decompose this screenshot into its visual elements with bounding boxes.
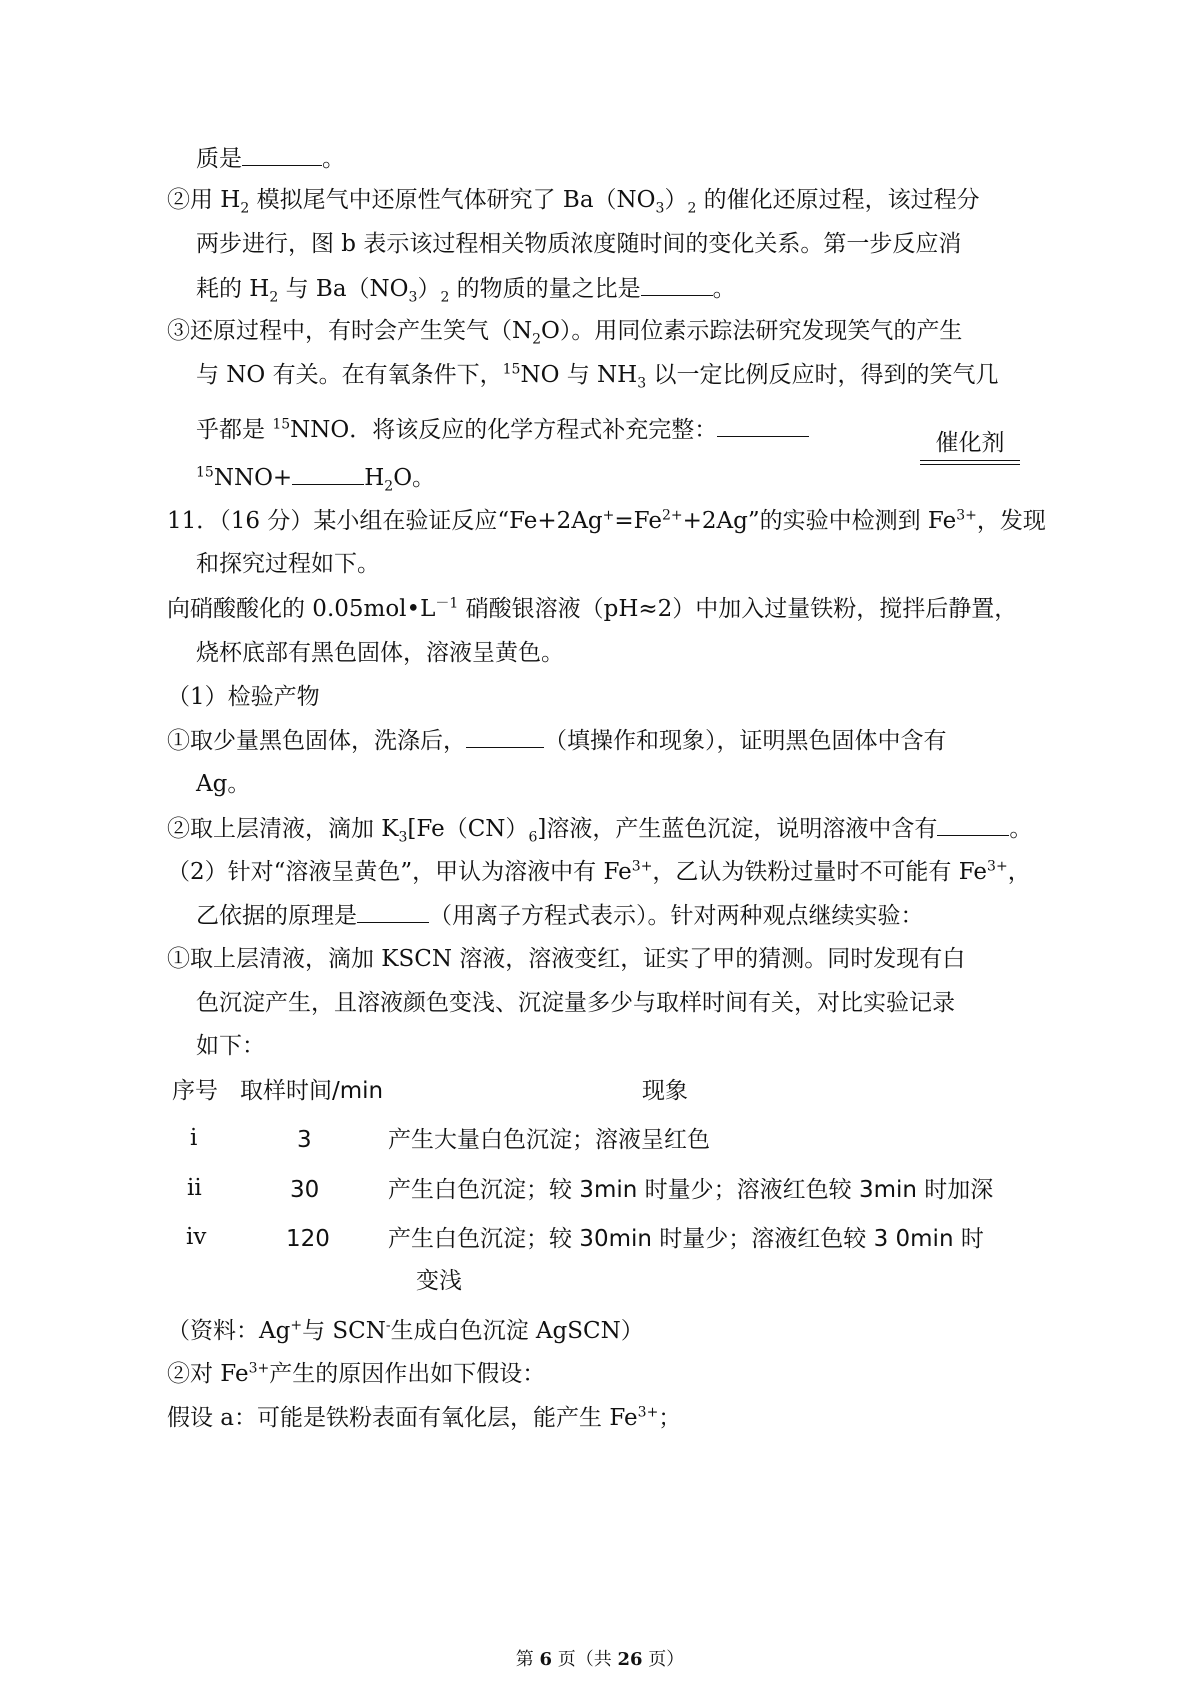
table-cell-phenomenon: 产生白色沉淀；较 30min 时量少；溶液红色较 3 0min 时 (388, 1226, 984, 1252)
text-line: ②取上层清液，滴加 $K_3[Fe(CN)_6]$溶液，产生蓝色沉淀，说明溶液中含有 。 (167, 816, 1033, 846)
question-11-title: 11．（16 分）某小组在验证反应“$Fe+2Ag^+=Fe^{2+}+2Ag$”的实验中检测到 $Fe^{3+}$，发现 (167, 507, 1046, 534)
answer-blank (357, 904, 429, 923)
text-line: 色沉淀产生，且溶液颜色变浅、沉淀量多少与取样时间有关，对比实验记录 (196, 990, 955, 1016)
table-cell-time: 120 (286, 1226, 330, 1252)
text-line: $^{15}NNO+ H_2O$。 (196, 464, 436, 495)
answer-blank (242, 147, 322, 166)
table-cell-no: iv (186, 1224, 207, 1250)
note-line: （资料：Ag+与 SCN-生成白色沉淀 AgSCN） (167, 1317, 644, 1344)
text-line: 耗的 $H_2$ 与 $Ba(NO_3)_2$ 的物质的量之比是 。 (196, 276, 736, 306)
text-line: 乙依据的原理是 （用离子方程式表示）。针对两种观点继续实验： (196, 903, 924, 929)
answer-blank (292, 466, 364, 485)
catalyst-label: 催化剂 (935, 430, 1005, 456)
text-line: 假设 a：可能是铁粉表面有氧化层，能产生 $Fe^{3+}$； (167, 1404, 682, 1431)
table-cell-phenomenon: 产生大量白色沉淀；溶液呈红色 (388, 1127, 710, 1153)
table-header-no: 序号 (172, 1078, 218, 1104)
answer-blank (466, 729, 544, 748)
text-line: ②用 $H_2$ 模拟尾气中还原性气体研究了 $Ba(NO_3)_2$ 的催化还原过程，该过程分 (167, 187, 980, 217)
text-line: 烧杯底部有黑色固体，溶液呈黄色。 (196, 640, 564, 666)
text-line: 和探究过程如下。 (196, 551, 380, 577)
text-line: ①取少量黑色固体，洗涤后， （填操作和现象），证明黑色固体中含有 (167, 728, 947, 754)
text-line: 如下： (196, 1033, 265, 1059)
table-cell-no: i (190, 1125, 198, 1151)
table-cell-phenomenon: 产生白色沉淀；较 3min 时量少；溶液红色较 3min 时加深 (388, 1177, 994, 1203)
text-line: ②对 $Fe^{3+}$产生的原因作出如下假设： (167, 1360, 546, 1387)
table-cell-time: 30 (290, 1177, 320, 1203)
text-line: 两步进行，图 b 表示该过程相关物质浓度随时间的变化关系。第一步反应消 (196, 231, 962, 257)
text-line: Ag。 (196, 771, 251, 797)
text-line: 向硝酸酸化的 $0.05mol•L^{-1}$ 硝酸银溶液（pH≈2）中加入过量铁粉，搅拌后静置， (167, 595, 1018, 622)
answer-blank (937, 817, 1009, 836)
table-header-time: 取样时间/min (240, 1078, 384, 1104)
table-header-phenomenon: 现象 (642, 1078, 688, 1104)
text-line: ③还原过程中，有时会产生笑气$(N_2O)$。用同位素示踪法研究发现笑气的产生 (167, 318, 963, 348)
table-cell-time: 3 (297, 1127, 312, 1153)
text-line: 与 NO 有关。在有氧条件下，$^{15}$NO 与 $NH_3$ 以一定比例反应时，得到的笑气几 (196, 361, 999, 392)
catalyst-arrow (920, 424, 1020, 465)
page-footer: 第 6 页（共 26 页） (515, 1649, 685, 1670)
text-line: 乎都是 $^{15}$NNO．将该反应的化学方程式补充完整： (196, 418, 809, 442)
page-number: 6 (539, 1649, 552, 1670)
table-cell-no: ii (187, 1175, 202, 1201)
section-heading: （1）检验产物 (167, 684, 320, 710)
double-line (920, 460, 1020, 465)
text-line: ①取上层清液，滴加 KSCN 溶液，溶液变红，证实了甲的猜测。同时发现有白 (167, 946, 966, 972)
text-line: 质是 。 (196, 146, 345, 172)
page-total: 26 (617, 1649, 643, 1670)
text-line: （2）针对“溶液呈黄色”，甲认为溶液中有 $Fe^{3+}$，乙认为铁粉过量时不可能有 $Fe^{3+}$， (167, 858, 1031, 885)
answer-blank (641, 277, 713, 296)
answer-blank (717, 418, 809, 437)
table-cell-phenomenon-cont: 变浅 (416, 1268, 462, 1294)
